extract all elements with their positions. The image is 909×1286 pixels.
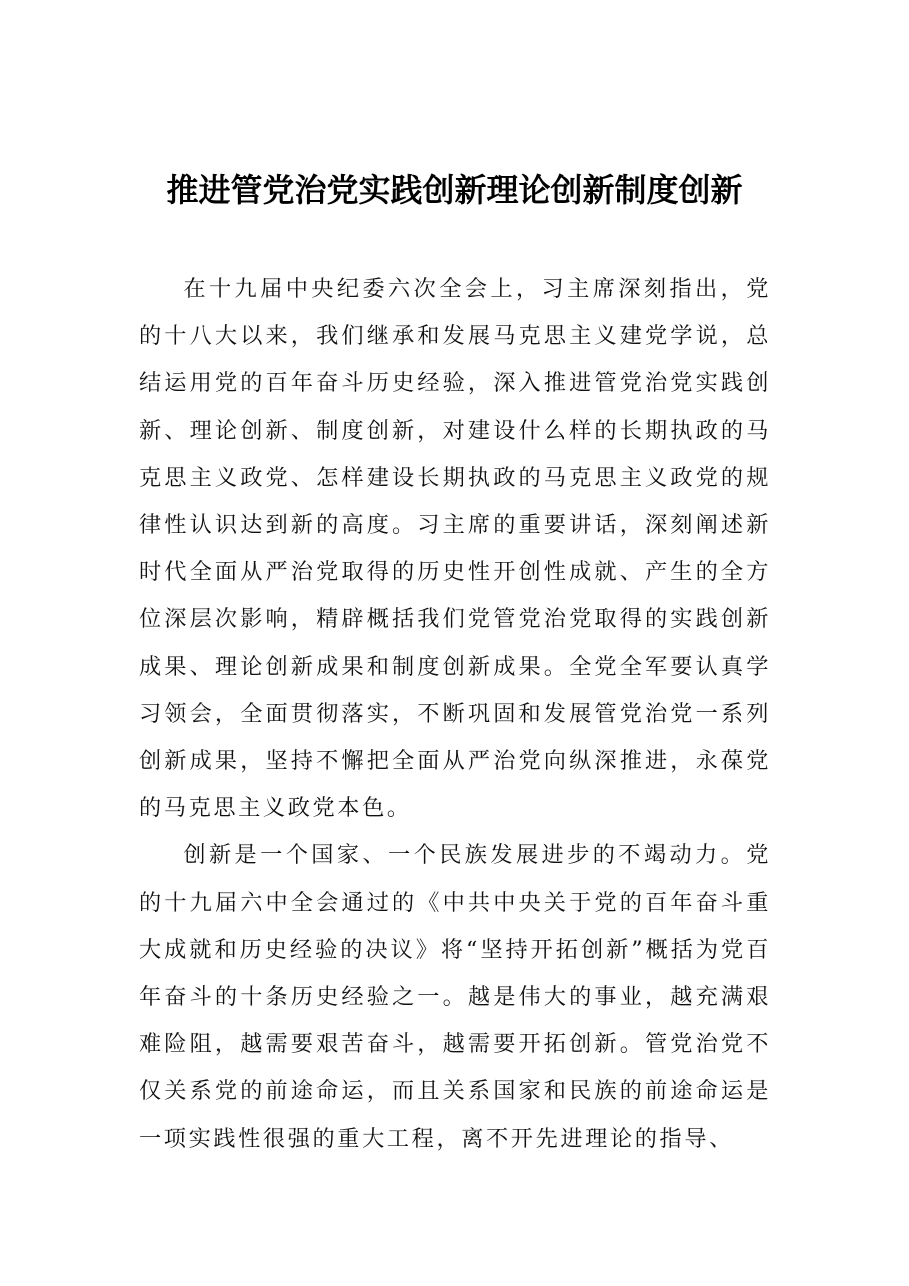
paragraph: 创新是一个国家、一个民族发展进步的不竭动力。党的十九届六中全会通过的《中共中央关于党的百年奋斗重大成就和历史经验的决议》将“坚持开拓创新”概括为党百年奋斗的十条历史经验之一。越是伟大的事业，越充满艰难险阻，越需要艰苦奋斗，越需要开拓创新。管党治党不仅关系党的前途命运，而且关系国家和民族的前途命运是一项实践性很强的重大工程，离不开先进理论的指导、 <box>139 842 771 1152</box>
document-body <box>139 266 771 1163</box>
document-title: 推进管党治党实践创新理论创新制度创新 <box>166 171 743 209</box>
paragraph: 在十九届中央纪委六次全会上，习主席深刻指出，党的十八大以来，我们继承和发展马克思主义建党学说，总结运用党的百年奋斗历史经验，深入推进管党治党实践创新、理论创新、制度创新，对建设什么样的长期执政的马克思主义政党、怎样建设长期执政的马克思主义政党的规律性认识达到新的高度。习主席的重要讲话，深刻阐述新时代全面从严治党取得的历史性开创性成就、产生的全方位深层次影响，精辟概括我们党管党治党取得的实践创新成果、理论创新成果和制度创新成果。全党全军要认真学习领会，全面贯彻落实，不断巩固和发展管党治党一系列创新成果，坚持不懈把全面从严治党向纵深推进，永葆党的马克思主义政党本色。 <box>139 276 771 822</box>
